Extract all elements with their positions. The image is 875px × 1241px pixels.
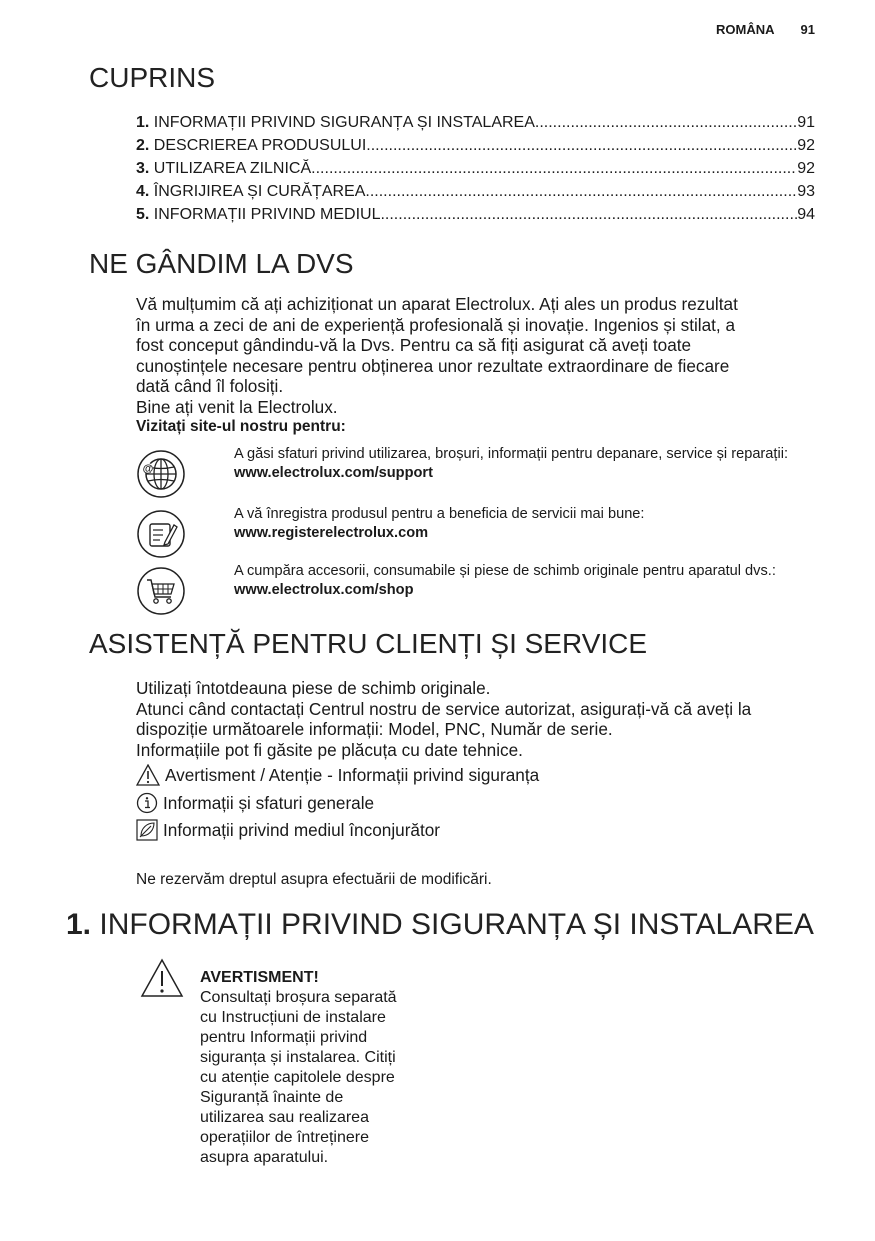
warning-line: asupra aparatului. xyxy=(200,1149,329,1166)
warning-line: pentru Informații privind xyxy=(200,1029,368,1046)
toc-item[interactable] xyxy=(136,203,815,226)
thinking-title: NE GÂNDIM LA DVS xyxy=(89,248,354,279)
support-intro xyxy=(136,678,826,760)
warning-icon xyxy=(136,764,160,786)
toc-item[interactable] xyxy=(136,157,815,180)
toc-item-page: 94 xyxy=(797,206,815,223)
toc-item[interactable] xyxy=(136,134,815,157)
text-line: dispoziție următoarele informații: Model, PNC, Număr de serie. xyxy=(136,719,613,739)
warning-line: Siguranță înainte de xyxy=(200,1089,344,1106)
support-title: ASISTENȚĂ PENTRU CLIENȚI ȘI SERVICE xyxy=(89,628,648,659)
shop-link[interactable]: www.electrolux.com/shop xyxy=(234,582,414,598)
text-line: Bine ați venit la Electrolux. xyxy=(136,396,338,417)
toc-item-number: 3. xyxy=(136,160,150,177)
text-line: dată când îl folosiți. xyxy=(136,376,284,396)
shopping-cart-icon xyxy=(136,566,186,616)
warning-line: Consultați broșura separată xyxy=(200,989,397,1006)
legend-text: Avertisment / Atenție - Informații privind siguranța xyxy=(165,764,540,785)
leaf-icon xyxy=(136,819,158,841)
toc-item-label: DESCRIEREA PRODUSULUI xyxy=(149,137,367,154)
legend-info xyxy=(136,792,374,814)
toc-item-page: 92 xyxy=(797,160,815,177)
legend-environment xyxy=(136,819,440,841)
globe-icon xyxy=(136,449,186,499)
toc-item-number: 2. xyxy=(136,137,150,154)
legend-text: Informații și sfaturi generale xyxy=(163,792,375,813)
warning-line: utilizarea sau realizarea xyxy=(200,1109,369,1126)
section1-title xyxy=(66,908,814,942)
section1-title-text: INFORMAȚII PRIVIND SIGURANȚA ȘI INSTALAREA xyxy=(99,908,814,941)
text-line: Utilizați întotdeauna piese de schimb originale. xyxy=(136,678,491,698)
header-language: ROMÂNA xyxy=(716,22,775,37)
text-line: Informațiile pot fi găsite pe plăcuța cu date tehnice. xyxy=(136,739,523,760)
text-line: fost conceput gândindu-vă la Dvs. Pentru ca să fiți asigurat că aveți toate xyxy=(136,335,692,355)
warning-title: AVERTISMENT! xyxy=(200,969,319,986)
warning-line: cu Instrucțiuni de instalare xyxy=(200,1009,386,1026)
text-line: cunoștințele necesare pentru obținerea unor rezultate extraordinare de fiecare xyxy=(136,355,730,376)
toc-item-label: INFORMAȚII PRIVIND MEDIUL xyxy=(149,206,381,223)
support-link[interactable]: www.electrolux.com/support xyxy=(234,465,433,481)
text-line: Atunci când contactați Centrul nostru de service autorizat, asigurați-vă că aveți la xyxy=(136,698,752,719)
toc-item-number: 4. xyxy=(136,183,150,200)
legend-text: Informații privind mediul înconjurător xyxy=(163,819,441,840)
table-of-contents xyxy=(136,111,815,226)
visit-item-text: A vă înregistra produsul pentru a beneficia de servicii mai bune: xyxy=(234,506,645,522)
text-line: în urma a zeci de ani de experiență profesională și inovație. Ingenios și stilat, a xyxy=(136,314,736,335)
toc-item[interactable] xyxy=(136,111,815,134)
toc-item-label: INFORMAȚII PRIVIND SIGURANȚA ȘI INSTALAREA xyxy=(149,114,535,131)
warning-line: operațiilor de întreținere xyxy=(200,1129,369,1146)
warning-block xyxy=(200,968,440,1168)
text-line: Vă mulțumim că ați achiziționat un aparat Electrolux. Ați ales un produs rezultat xyxy=(136,294,738,314)
toc-item[interactable] xyxy=(136,180,815,203)
warning-line: cu atenție capitolele despre xyxy=(200,1069,395,1086)
register-link[interactable]: www.registerelectrolux.com xyxy=(234,525,429,541)
toc-item-label: ÎNGRIJIREA ȘI CURĂȚAREA xyxy=(149,183,366,200)
header-page-number: 91 xyxy=(800,22,815,37)
modification-note: Ne rezervăm dreptul asupra efectuării de modificări. xyxy=(136,871,492,888)
toc-item-number: 5. xyxy=(136,206,150,223)
visit-label: Vizitați site-ul nostru pentru: xyxy=(136,418,346,435)
legend-warning xyxy=(136,764,539,786)
thinking-intro xyxy=(136,294,826,438)
warning-line: siguranța și instalarea. Citiți xyxy=(200,1049,396,1066)
warning-icon xyxy=(140,958,184,998)
toc-item-number: 1. xyxy=(136,114,150,131)
svg-text:@: @ xyxy=(142,463,154,475)
register-icon xyxy=(136,509,186,559)
toc-item-page: 92 xyxy=(797,137,815,154)
page-header xyxy=(716,22,815,37)
toc-item-page: 91 xyxy=(797,114,815,131)
toc-title: CUPRINS xyxy=(89,62,216,93)
toc-item-label: UTILIZAREA ZILNICĂ xyxy=(149,160,312,177)
visit-item-text: A găsi sfaturi privind utilizarea, broșuri, informații pentru depanare, service și reparații: xyxy=(234,446,789,462)
visit-item-text: A cumpăra accesorii, consumabile și piese de schimb originale pentru aparatul dvs.: xyxy=(234,563,776,579)
info-icon xyxy=(136,792,158,814)
toc-item-page: 93 xyxy=(797,183,815,200)
section1-number: 1. xyxy=(66,908,92,941)
